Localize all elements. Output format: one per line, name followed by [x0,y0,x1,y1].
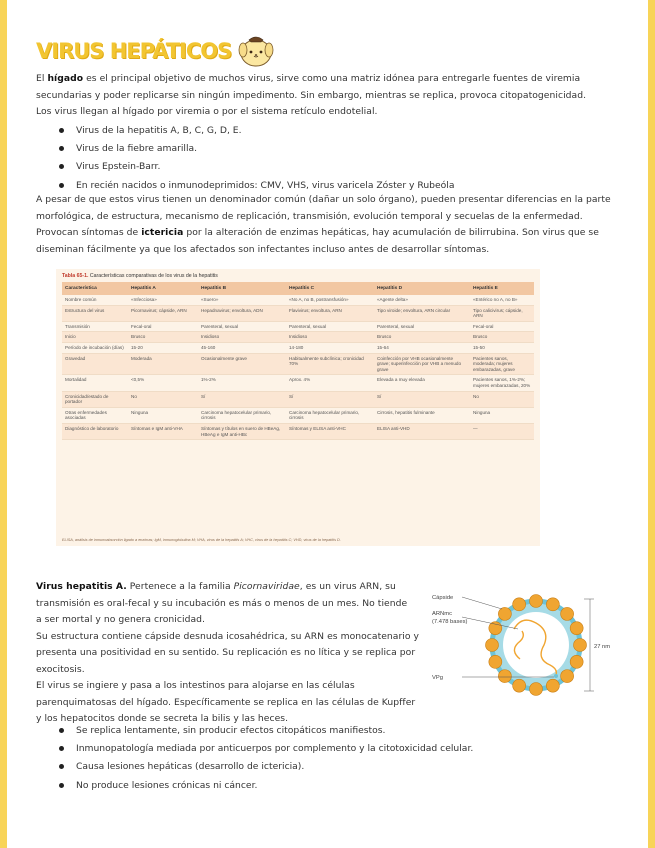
table-cell: Síntomas e IgM anti-VHA [128,423,198,439]
table-cell: Nombre común [62,295,128,305]
table-row [62,375,534,391]
table-header: Hepatitis B [198,282,286,295]
table-cell: Aprox. 4% [286,375,374,391]
capsid-protein-node [530,595,543,608]
capsid-interior [503,612,569,678]
table-cell: Brusco [374,332,470,343]
capsid-protein-node [570,622,583,635]
table-cell: Transmisión [62,321,128,332]
table-cell: «Agente delta» [374,295,470,305]
table-cell: Cronicidad/estado de portador [62,391,128,407]
table-cell: Pacientes sanos, moderada; mujeres embarazadas, grave [470,353,534,375]
capsid-protein-node [570,655,583,668]
table-number: Tabla 65-1. [62,273,89,279]
table-cell: Coinfección por VHB ocasionalmente grave; superinfección por VHB a menudo grave [374,353,470,375]
table-cell: Parenteral, sexual [286,321,374,332]
table-row [62,407,534,423]
capsid-protein-node [546,598,559,611]
table-header: Hepatitis E [470,282,534,295]
table-cell: Otras enfermedades asociadas [62,407,128,423]
table-cell: Sí [374,391,470,407]
comparison-table [62,282,534,440]
body-text: presenta una positividad en su sentido. Su replicación es no lítica y se replica por [36,647,416,658]
section-heading-hepatitis-a: Virus hepatitis A. [36,581,127,592]
virus-list [54,122,614,195]
table-cell: Período de incubación (días) [62,342,128,353]
table-row [62,353,534,375]
table-row [62,391,534,407]
table-cell: Elevada a muy elevada [374,375,470,391]
table-cell: Brusco [470,332,534,343]
body-text: Pertenece a la familia [126,581,234,592]
intro-text: secundarias y poder replicarse sin ningún impedimento. Sin embargo, mientras se replica, provoca citopatogenicidad. [36,89,587,101]
table-cell: Insidioso [198,332,286,343]
capsid-protein-node [561,607,574,620]
capsid-protein-node [498,670,511,683]
table-cell: No [470,391,534,407]
intro-text: es el principal objetivo de muchos virus, sirve como una matriz idónea para entregarle fuentes de viremia [83,73,581,84]
intro-text: Los virus llegan al hígado por viremia o por el sistema retículo endotelial. [36,106,378,117]
hepatitis-comparison-table [56,269,540,546]
table-cell: Mortalidad [62,375,128,391]
body-text: y los hepatocitos donde se secreta la bilis y las heces. [36,713,289,724]
table-cell: Pacientes sanos, 1%-2%; mujeres embarazadas, 20% [470,375,534,391]
bold-term-higado: hígado [47,73,84,84]
table-row [62,295,534,305]
table-cell: Flavivirus; envoltura, ARN [286,305,374,321]
intro-text: morfológica, de estructura, mecanismo de replicación, transmisión, evolución temporal y secuelas de la enfermedad. [36,210,583,222]
table-cell: Fecal-oral [470,321,534,332]
label-capside: Cápside [432,595,454,601]
table-cell: Síntomas y ELISA anti-VHC [286,423,374,439]
table-cell: Ninguna [128,407,198,423]
capsid-protein-node [498,607,511,620]
table-cell: 45-160 [198,342,286,353]
label-arn: ARNmc [432,611,452,617]
left-accent-stripe [0,0,7,848]
table-cell: 15-50 [470,342,534,353]
list-item: Causa lesiones hepáticas (desarrollo de ictericia). [54,758,614,776]
table-row [62,342,534,353]
table-cell: ELISA anti-VHD [374,423,470,439]
list-item: Se replica lentamente, sin producir efectos citopáticos manifiestos. [54,722,614,740]
table-cell: No [128,391,198,407]
table-cell: Sí [198,391,286,407]
capsid-protein-node [561,670,574,683]
callout-line [462,597,502,609]
table-cell: 14-180 [286,342,374,353]
table-cell: Ocasionalmente grave [198,353,286,375]
list-item: Virus de la hepatitis A, B, C, G, D, E. [54,122,614,140]
table-cell: Tipo calicivirus; cápside, ARN [470,305,534,321]
table-header: Hepatitis C [286,282,374,295]
list-item: En recién nacidos o inmunodeprimidos: CMV, VHS, virus varicela Zóster y Rubeóla [54,177,614,195]
table-cell: «Entérico no A, no B» [470,295,534,305]
hepatitis-a-section [36,579,436,728]
table-cell: Habitualmente subclínica; cronicidad 70% [286,353,374,375]
table-cell: — [470,423,534,439]
table-cell: «Infecciosa» [128,295,198,305]
table-cell: Sí [286,391,374,407]
table-cell: Picornavirus; cápside, ARN [128,305,198,321]
table-header: Hepatitis D [374,282,470,295]
intro-text: A pesar de que estos virus tienen un denominador común (dañar un solo órgano), pueden presentar diferencias en la parte [36,194,611,205]
table-cell: Tipo viroide; envoltura, ARN circular [374,305,470,321]
body-text: parenquimatosas del hígado. Específicamente se replica en las células de Kupffer [36,696,416,708]
pompompurin-mascot-icon [237,34,275,68]
label-arn-bases: (7.478 bases) [432,619,468,625]
table-cell: Síntomas y títulos en suero de HBeAg, HBeAg e IgM anti-HBc [198,423,286,439]
table-body [62,295,534,440]
table-cell: «No A, no B, postransfusión» [286,295,374,305]
body-text: a ser mortal y no genera cronicidad. [36,614,205,625]
intro-paragraph-2 [36,192,616,258]
table-header: Característica [62,282,128,295]
table-row [62,305,534,321]
list-item: Virus Epstein-Barr. [54,158,614,176]
table-footnote: ELISA, análisis de inmunoabsorción ligado a enzimas; IgM, inmunoglobulina M; VHA, virus de la hepatitis A; VHC, virus de la hepatitis C; VHD, virus de la hepatitis D. [62,538,341,542]
table-cell: <0,5% [128,375,198,391]
table-cell: 1%-2% [198,375,286,391]
table-header-row [62,282,534,295]
table-cell: Gravedad [62,353,128,375]
table-row [62,321,534,332]
capsid-protein-node [546,679,559,692]
capsid-protein-node [486,639,499,652]
title-row [36,34,275,68]
table-cell: 15-20 [128,342,198,353]
intro-text: Provocan síntomas de [36,227,142,238]
list-item: Inmunopatología mediada por anticuerpos por complemento y la citotoxicidad celular. [54,740,614,758]
table-cell: Moderada [128,353,198,375]
capsid-protein-node [574,639,587,652]
list-item: No produce lesiones crónicas ni cáncer. [54,777,614,795]
bold-term-ictericia: ictericia [141,227,184,238]
intro-paragraph-1 [36,71,616,121]
capsid-protein-node [513,679,526,692]
table-caption-text: Características comparativas de los virus de la hepatitis [88,273,218,279]
body-text: transmisión es oral-fecal y su incubación es más o menos de un mes. No tiende [36,597,408,609]
table-cell: Inicio [62,332,128,343]
table-cell: Estructura del virus [62,305,128,321]
body-text: El virus se ingiere y pasa a los intestinos para alojarse en las células [36,680,355,691]
table-cell: 15-64 [374,342,470,353]
capsid-protein-node [513,598,526,611]
table-row [62,423,534,439]
intro-text: diseminan fácilmente ya que los afectados son infectantes incluso antes de desarrollar síntomas. [36,243,490,255]
table-cell: Carcinoma hepatocelular primario, cirrosis [286,407,374,423]
hepatitis-a-virus-diagram [418,585,618,705]
table-cell: «Suero» [198,295,286,305]
capsid-protein-node [489,655,502,668]
vpg-protein [554,674,558,678]
table-cell: Hepadnavirus; envoltura, ADN [198,305,286,321]
family-name: Picornaviridae [233,581,300,592]
capsid-protein-node [530,683,543,696]
label-size: 27 nm [594,644,611,650]
intro-text: El [36,73,48,84]
table-cell: Insidioso [286,332,374,343]
hepatitis-a-list [54,722,614,795]
table-cell: Carcinoma hepatocelular primario, cirrosis [198,407,286,423]
table-cell: Fecal-oral [128,321,198,332]
table-row [62,332,534,343]
table-cell: Parenteral, sexual [374,321,470,332]
table-cell: Cirrosis, hepatitis fulminante [374,407,470,423]
capsid-protein-node [489,622,502,635]
page-title: VIRUS HEPÁTICOS [36,39,232,63]
body-text: , es un virus ARN, su [299,581,396,592]
table-cell: Ninguna [470,407,534,423]
intro-text: por la alteración de enzimas hepáticas, hay acumulación de bilirrubina. Son virus que se [183,227,599,238]
body-text: Su estructura contiene cápside desnuda icosahédrica, su ARN es monocatenario y [36,630,420,642]
table-cell: Diagnóstico de laboratorio [62,423,128,439]
right-accent-stripe [648,0,655,848]
body-text: exocitosis. [36,663,85,675]
table-header: Hepatitis A [128,282,198,295]
label-vpg: VPg [432,675,443,681]
table-cell: Parenteral, sexual [198,321,286,332]
table-cell: Brusco [128,332,198,343]
table-caption [62,273,218,279]
list-item: Virus de la fiebre amarilla. [54,140,614,158]
